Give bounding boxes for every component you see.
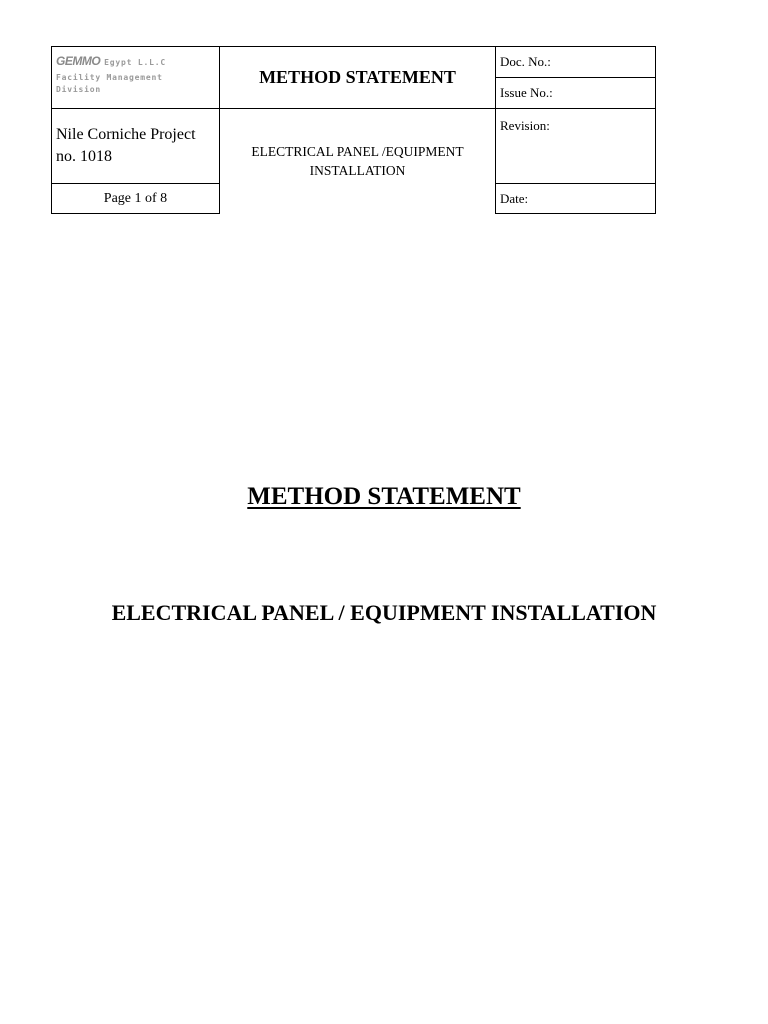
date-label: Date: (500, 190, 529, 206)
page-number-cell (52, 184, 220, 214)
revision-label: Revision: (500, 118, 550, 133)
logo-company-name: Egypt L.L.C (104, 58, 166, 67)
header-title-cell (220, 47, 496, 109)
date-cell (496, 184, 656, 214)
page-number: Page 1 of 8 (103, 190, 168, 206)
header-subtitle: ELECTRICAL PANEL /EQUIPMENT INSTALLATION (251, 144, 464, 179)
document-subtitle: ELECTRICAL PANEL / EQUIPMENT INSTALLATION (111, 600, 657, 625)
issue-no-cell (496, 78, 656, 109)
logo-division-line1: Facility Management (56, 73, 163, 82)
project-name: Nile Corniche Project no. 1018 (56, 126, 196, 165)
revision-cell (496, 109, 656, 184)
company-logo (52, 47, 219, 103)
logo-division-line2: Division (56, 85, 101, 94)
issue-no-label: Issue No.: (500, 85, 553, 100)
logo-cell (52, 47, 220, 109)
document-header-table (51, 46, 656, 214)
doc-no-cell (496, 47, 656, 78)
doc-no-label: Doc. No.: (500, 54, 551, 69)
logo-mark: GEMMO (56, 54, 101, 68)
document-title: METHOD STATEMENT (247, 483, 521, 510)
header-subtitle-cell (220, 109, 496, 214)
project-cell (52, 109, 220, 184)
header-title: METHOD STATEMENT (259, 67, 456, 87)
